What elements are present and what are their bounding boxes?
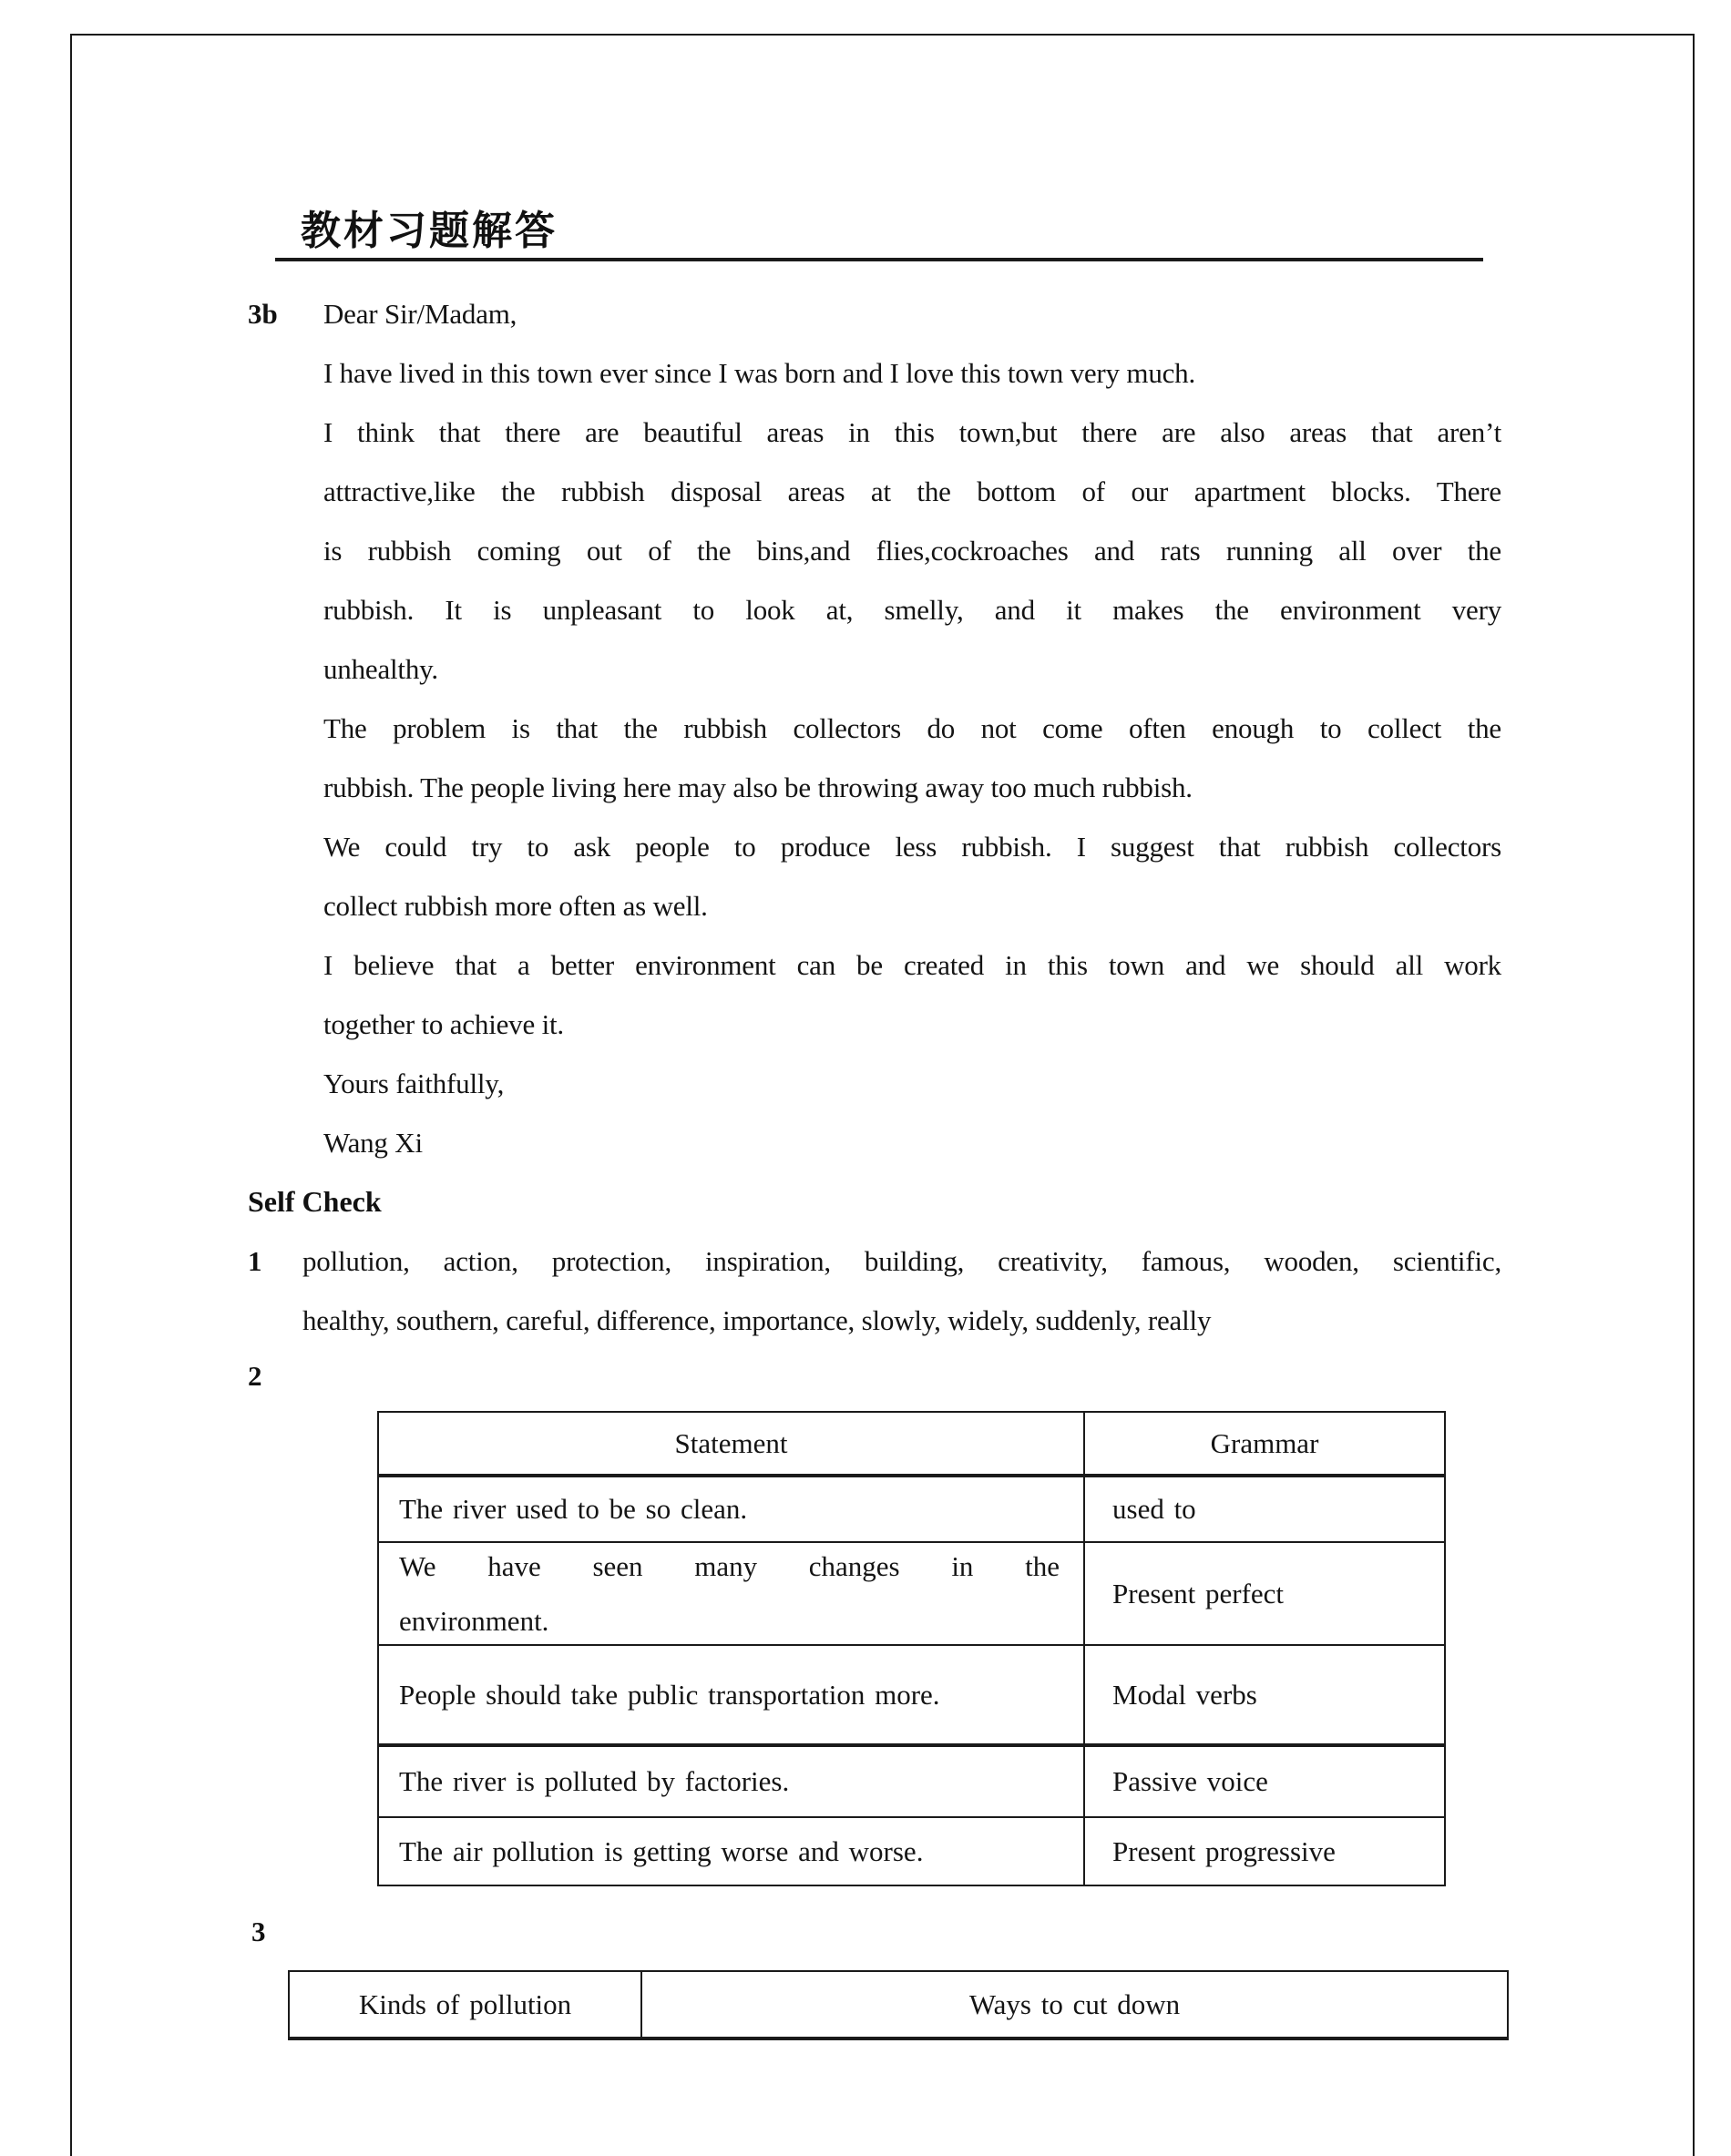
letter-line: together to achieve it. <box>323 1008 564 1040</box>
letter-line: I have lived in this town ever since I was born and I love this town very much. <box>323 357 1196 389</box>
grammar-table-row <box>379 1477 1444 1543</box>
grammar-table-row <box>379 1747 1444 1818</box>
grammar-text: Passive voice <box>1112 1765 1268 1797</box>
item1-label: 1 <box>248 1245 262 1277</box>
letter-line: collect rubbish more often as well. <box>323 890 708 922</box>
kinds-of-pollution-header-cell <box>290 1972 642 2037</box>
grammar-table <box>377 1411 1446 1886</box>
grammar-text: Present perfect <box>1112 1577 1285 1609</box>
grammar-table-row <box>379 1543 1444 1646</box>
page-header-title: 教材习题解答 <box>301 209 558 253</box>
letter-line: unhealthy. <box>323 653 438 685</box>
letter-body <box>323 284 1501 1172</box>
ways-to-cut-down-header-cell <box>642 1972 1507 2037</box>
statement-text: People should take public transportation more. <box>399 1678 940 1711</box>
letter-line: I believe that a better environment can be created in this town and we should all work <box>323 949 1501 981</box>
exercise-3b-label: 3b <box>248 298 278 330</box>
kinds-of-pollution-label: Kinds of pollution <box>358 1987 572 2020</box>
statement-cell <box>379 1646 1085 1743</box>
letter-line: is rubbish coming out of the bins,and flies,cockroaches and rats running all over the <box>323 535 1501 567</box>
grammar-text: used to <box>1112 1493 1196 1525</box>
word-list <box>302 1231 1501 1350</box>
grammar-header-label: Grammar <box>1210 1426 1319 1459</box>
statement-cell <box>379 1747 1085 1816</box>
item2-label: 2 <box>248 1360 262 1392</box>
statement-text: The air pollution is getting worse and worse. <box>399 1834 924 1867</box>
statement-cell <box>379 1543 1085 1644</box>
statement-text: environment. <box>399 1604 549 1637</box>
pollution-table <box>288 1970 1509 2040</box>
letter-line: I think that there are beautiful areas in this town,but there are also areas that aren’t <box>323 416 1501 448</box>
grammar-text: Modal verbs <box>1112 1678 1257 1711</box>
grammar-table-row <box>379 1818 1444 1885</box>
letter-line: We could try to ask people to produce less rubbish. I suggest that rubbish collectors <box>323 831 1501 863</box>
word-list-line: pollution, action, protection, inspiration, building, creativity, famous, wooden, scientific, <box>302 1245 1501 1277</box>
statement-cell <box>379 1818 1085 1885</box>
ways-to-cut-down-label: Ways to cut down <box>968 1987 1181 2020</box>
grammar-text: Present progressive <box>1112 1834 1336 1867</box>
grammar-cell <box>1085 1747 1444 1816</box>
grammar-cell <box>1085 1477 1444 1541</box>
statement-cell <box>379 1477 1085 1541</box>
word-list-line: healthy, southern, careful, difference, importance, slowly, widely, suddenly, really <box>302 1304 1212 1336</box>
letter-line: The problem is that the rubbish collectors do not come often enough to collect the <box>323 712 1501 744</box>
statement-header-label: Statement <box>674 1426 788 1459</box>
statement-text: The river is polluted by factories. <box>399 1765 790 1797</box>
grammar-cell <box>1085 1543 1444 1644</box>
self-check-heading: Self Check <box>248 1185 382 1218</box>
grammar-cell <box>1085 1646 1444 1743</box>
header-rule <box>275 258 1483 261</box>
statement-text: The river used to be so clean. <box>399 1493 748 1525</box>
letter-line: Dear Sir/Madam, <box>323 298 517 330</box>
statement-text: We have seen many changes in the <box>399 1549 1060 1582</box>
grammar-header-cell <box>1085 1413 1444 1474</box>
letter-line: attractive,like the rubbish disposal areas at the bottom of our apartment blocks. There <box>323 475 1501 507</box>
grammar-cell <box>1085 1818 1444 1885</box>
grammar-table-header-row <box>379 1413 1444 1477</box>
letter-closing: Yours faithfully, <box>323 1068 505 1099</box>
letter-signature: Wang Xi <box>323 1127 423 1159</box>
statement-header-cell <box>379 1413 1085 1474</box>
item3-label: 3 <box>251 1916 266 1947</box>
letter-line: rubbish. The people living here may also be throwing away too much rubbish. <box>323 771 1193 803</box>
grammar-table-row <box>379 1646 1444 1747</box>
letter-line: rubbish. It is unpleasant to look at, smelly, and it makes the environment very <box>323 594 1501 626</box>
